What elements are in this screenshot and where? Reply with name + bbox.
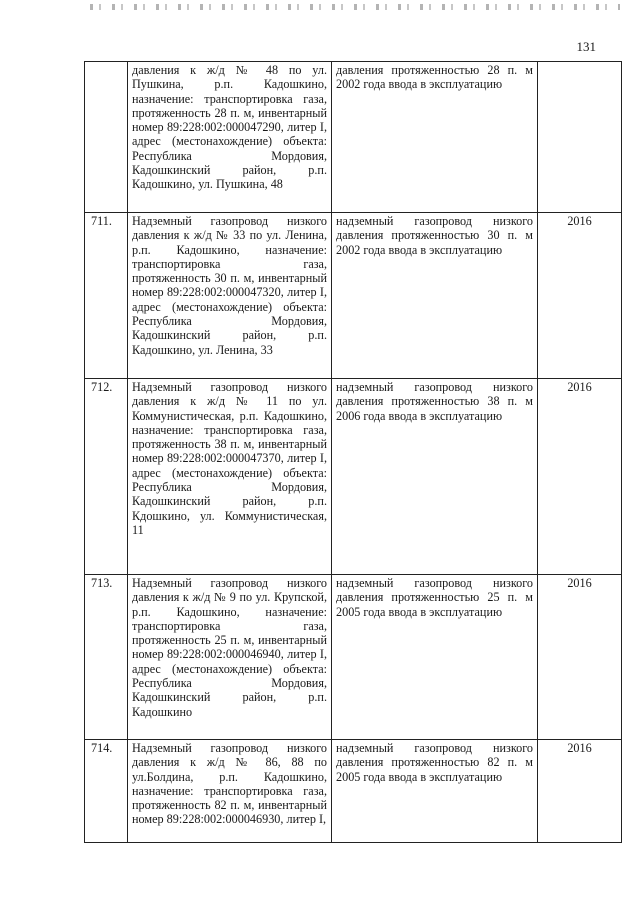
- row-number: 713.: [85, 575, 128, 740]
- object-description-cell: давления протяженностью 28 п. м 2002 года ввода в эксплуатацию: [332, 62, 538, 213]
- object-name-cell: Надземный газопровод низкого давления к ж/д № 9 по ул. Крупской, р.п. Кадошкино, назначение: транспортировка газа, протяженность 25 п. м, инвентарный номер 89:228:002:000046940, литер I, адрес (местонахождение) объекта: Республика Мордовия, Кадошкинский район, р.п. Кадошкино: [128, 575, 332, 740]
- row-number: 711.: [85, 213, 128, 379]
- table-row: [85, 62, 622, 213]
- object-name-cell: давления к ж/д № 48 по ул. Пушкина, р.п. Кадошкино, назначение: транспортировка газа, протяженность 28 п. м, инвентарный номер 89:228:002:000047290, литер I, адрес (местонахождение) объекта: Республика Мордовия, Кадошкинский район, р.п. Кадошкино, ул. Пушкина, 48: [128, 62, 332, 213]
- object-name-cell: Надземный газопровод низкого давления к ж/д № 11 по ул. Коммунистическая, р.п. Кадошкино, назначение: транспортировка газа, протяженность 38 п. м, инвентарный номер 89:228:002:000047370, литер I, адрес (местонахождение) объекта: Республика Мордовия, Кадошкинский район, р.п. Кдошкино, ул. Коммунистическая, 11: [128, 379, 332, 575]
- table-row: [85, 213, 622, 379]
- object-description-cell: надземный газопровод низкого давления протяженностью 82 п. м 2005 года ввода в эксплуатацию: [332, 740, 538, 843]
- object-description-cell: надземный газопровод низкого давления протяженностью 25 п. м 2005 года ввода в эксплуатацию: [332, 575, 538, 740]
- row-number: [85, 62, 128, 213]
- table-row: [85, 379, 622, 575]
- year-cell: 2016: [538, 740, 622, 843]
- table-row: [85, 740, 622, 843]
- object-description-cell: надземный газопровод низкого давления протяженностью 38 п. м 2006 года ввода в эксплуатацию: [332, 379, 538, 575]
- year-cell: 2016: [538, 213, 622, 379]
- object-description-cell: надземный газопровод низкого давления протяженностью 30 п. м 2002 года ввода в эксплуатацию: [332, 213, 538, 379]
- scan-artifact: [90, 4, 620, 10]
- object-name-cell: Надземный газопровод низкого давления к ж/д № 86, 88 по ул.Болдина, р.п. Кадошкино, назначение: транспортировка газа, протяженность 82 п. м, инвентарный номер 89:228:002:000046930, литер I,: [128, 740, 332, 843]
- row-number: 712.: [85, 379, 128, 575]
- row-number: 714.: [85, 740, 128, 843]
- object-name-cell: Надземный газопровод низкого давления к ж/д № 33 по ул. Ленина, р.п. Кадошкино, назначение: транспортировка газа, протяженность 30 п. м, инвентарный номер 89:228:002:000047320, литер I, адрес (местонахождение) объекта: Республика Мордовия, Кадошкинский район, р.п. Кадошкино, ул. Ленина, 33: [128, 213, 332, 379]
- page-number: 131: [576, 39, 596, 54]
- year-cell: 2016: [538, 575, 622, 740]
- table-row: [85, 575, 622, 740]
- year-cell: 2016: [538, 379, 622, 575]
- year-cell: [538, 62, 622, 213]
- property-table: [84, 61, 622, 843]
